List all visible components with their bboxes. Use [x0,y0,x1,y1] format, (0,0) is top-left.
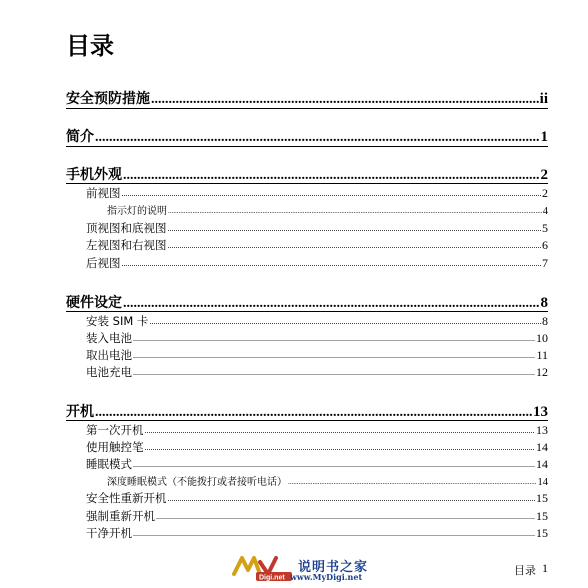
dot-leader [288,476,537,488]
dot-leader [95,405,532,421]
toc-entry-indicator-lights[interactable] [107,202,548,217]
dot-leader [168,222,542,236]
toc-entry-label: 取出电池 [86,348,132,362]
toc-entry-page: 15 [536,509,548,523]
toc-entry-use-stylus[interactable] [86,438,548,455]
toc-entry-safe-restart[interactable] [86,489,548,506]
footer-section-label: 目录 [514,564,536,577]
toc-entry-intro[interactable] [66,124,548,146]
toc-entry-page: 8 [540,295,548,311]
toc-entry-install-sim[interactable] [86,312,548,329]
dot-leader [149,315,541,329]
dot-leader [123,296,540,312]
toc-entry-page: 7 [542,256,548,270]
dot-leader [156,510,535,524]
toc-entry-remove-battery[interactable] [86,346,548,363]
toc-entry-label: 安装 SIM 卡 [86,314,149,328]
logo-site-name: 说明书之家 [298,560,369,575]
toc-entry-label: 干净开机 [86,526,132,540]
toc-entry-label: 安全预防措施 [66,91,150,107]
toc-entry-left-right-view[interactable] [86,236,548,253]
toc-entry-sleep-mode[interactable] [86,455,548,472]
toc-entry-hardware-setup[interactable] [66,290,548,312]
toc-entry-page: 14 [536,457,548,471]
toc-entry-label: 硬件设定 [66,295,122,311]
logo-badge: Digi.net [259,574,285,582]
toc-entry-page: 14 [537,477,548,488]
dot-leader [122,257,542,271]
dot-leader [168,239,542,253]
toc-entry-label: 强制重新开机 [86,509,155,523]
chapter-divider [66,146,548,147]
chapter-divider [66,108,548,109]
dot-leader [123,168,540,184]
toc-entry-page: 5 [542,221,548,235]
toc-entry-label: 使用触控笔 [86,440,144,454]
toc-entry-label: 顶视图和底视图 [86,221,167,235]
toc-entry-page: 13 [533,404,548,420]
dot-leader [95,130,540,146]
dot-leader [133,366,535,380]
toc-entry-page: 8 [542,314,548,328]
toc-entry-label: 前视图 [86,186,121,200]
toc-entry-deep-sleep-mode[interactable] [107,473,548,488]
toc-entry-label: 简介 [66,129,94,145]
toc-entry-page: 1 [540,129,548,145]
toc-entry-page: 10 [536,331,548,345]
toc-entry-safety[interactable] [66,86,548,108]
dot-leader [168,205,542,217]
toc-entry-label: 装入电池 [86,331,132,345]
toc-entry-page: 15 [536,526,548,540]
toc-entry-page: 11 [536,348,548,362]
toc-entry-back-view[interactable] [86,254,548,271]
toc-entry-label: 安全性重新开机 [86,491,167,505]
toc-entry-label: 电池充电 [86,365,132,379]
toc-entry-label: 后视图 [86,256,121,270]
toc-entry-label: 第一次开机 [86,423,144,437]
toc-entry-page: 2 [542,186,548,200]
toc-entry-clean-boot[interactable] [86,524,548,541]
logo-site-url: www.MyDigi.net [290,572,363,582]
dot-leader [168,492,536,506]
toc-entry-charge-battery[interactable] [86,363,548,380]
footer-page-number: 1 [542,561,548,575]
dot-leader [145,424,536,438]
dot-leader [133,332,535,346]
toc-entry-forced-restart[interactable] [86,507,548,524]
toc-entry-page: ii [539,91,548,107]
toc-entry-label: 开机 [66,404,94,420]
toc-entry-label: 指示灯的说明 [107,206,167,217]
toc-entry-power-on[interactable] [66,399,548,421]
toc-entry-page: 12 [536,365,548,379]
toc-entry-page: 13 [536,423,548,437]
toc-entry-label: 左视图和右视图 [86,238,167,252]
toc-entry-page: 4 [542,206,548,217]
dot-leader [145,441,536,455]
dot-leader [133,527,535,541]
dot-leader [133,458,535,472]
dot-leader [151,92,539,108]
dot-leader [122,187,542,201]
toc-entry-label: 手机外观 [66,167,122,183]
toc-entry-first-power-on[interactable] [86,421,548,438]
toc-entry-label: 睡眠模式 [86,457,132,471]
toc-entry-page: 6 [542,238,548,252]
toc-entry-page: 15 [536,491,548,505]
toc-entry-appearance[interactable] [66,162,548,184]
toc-entry-insert-battery[interactable] [86,329,548,346]
toc-entry-page: 2 [540,167,548,183]
toc-entry-page: 14 [536,440,548,454]
page-title: 目录 [66,32,114,60]
dot-leader [133,349,535,363]
toc-entry-top-bottom-view[interactable] [86,219,548,236]
toc-entry-label: 深度睡眠模式（不能拨打或者接听电话） [107,477,287,488]
toc-entry-front-view[interactable] [86,184,548,201]
